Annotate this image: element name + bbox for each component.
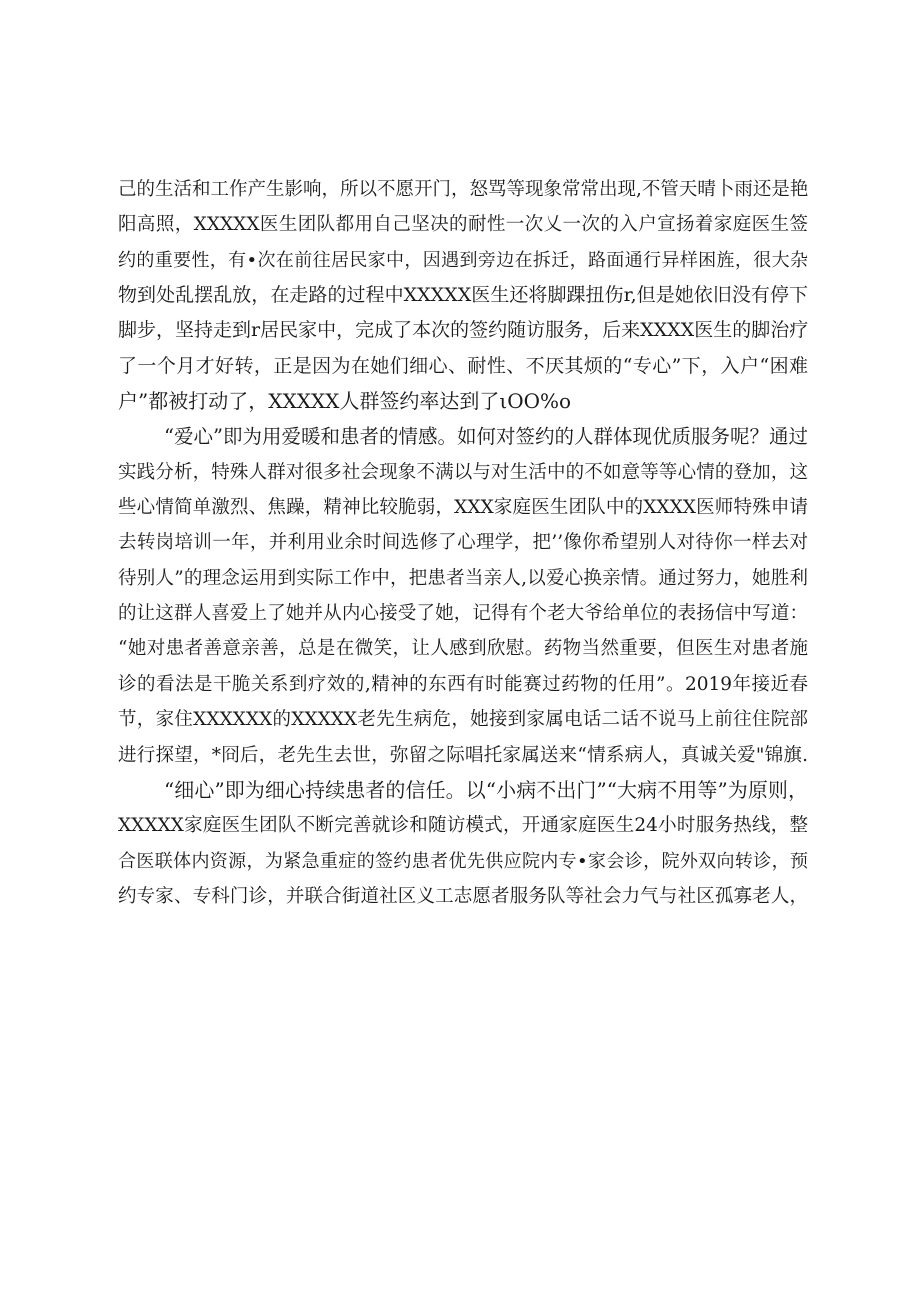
text-line: XXXXX家庭医生团队不断完善就诊和随访模式，开通家庭医生24小时服务热线，整 — [118, 815, 808, 837]
paragraph-first-line: “细心”即为细心持续患者的信任。以“小病不出门”“大病不用等”为原则， — [164, 777, 808, 802]
text-line: 脚步，坚持走到r居民家中，完成了本次的签约随访服务，后来XXXX医生的脚治疗 — [118, 319, 808, 342]
text-line: 己的生活和工作产生影响，所以不愿开门，怒骂等现象常常出现,不管天晴卜雨还是艳 — [118, 179, 808, 200]
text-line: 些心情简单激烈、焦躁，精神比较脆弱，XXX家庭医生团队中的XXXX医师特殊申请 — [118, 497, 808, 519]
body-text — [118, 172, 808, 914]
text-line: 进行探望，*冏后，老先生去世，弥留之际唱托家属送来“情系病人，真诚关爱"锦旗. — [118, 744, 808, 766]
text-line: 实践分析，特殊人群对很多社会现象不满以与对生活中的不如意等等心情的登加，这 — [118, 461, 808, 483]
text-line: 阳高照，XXXXX医生团队都用自己坚决的耐性一次乂一次的入户宣扬着家庭医生签 — [118, 214, 808, 236]
text-line: 了一个月才好转，正是因为在她们细心、耐性、不厌其烦的“专心”下，入户“困难 — [118, 354, 808, 377]
text-line: 合医联体内资源，为紧急重症的签约患者优先供应院内专•家会诊，院外双向转诊，预 — [118, 850, 808, 872]
text-line: 约专家、专科门诊，并联合街道社区义工志愿者服务队等社会力气与社区孤寡老人， — [118, 885, 808, 907]
text-line: 去转岗培训一年，并利用业余时间选修了心理学，把’’像你希望别人对待你一样去对 — [118, 532, 808, 554]
text-line: 约的重要性，有•次在前往居民家中，因遇到旁边在拆迁，路面通行异样困旌，很大杂 — [118, 249, 808, 271]
text-line: 物到处乱摆乱放，在走路的过程中XXXXX医生还将脚踝扭伤r,但是她依旧没有停下 — [118, 284, 808, 307]
text-line: 待别人”的理念运用到实际工作中，把患者当亲人,以爱心换亲情。通过努力，她胜利 — [118, 567, 808, 589]
text-line: “她对患者善意亲善，总是在微笑，让人感到欣慰。药物当然重要，但医生对患者施 — [118, 638, 808, 660]
paragraph-first-line: “爱心”即为用爱暖和患者的情感。如何对签约的人群体现优质服务呢？通过 — [164, 425, 808, 449]
text-line: 诊的看法是干脆关系到疗效的,精神的东西有时能赛过药物的任用”。2019年接近春 — [118, 673, 808, 695]
text-line: 的让这群人喜爱上了她并从内心接受了她，记得有个老大爷给单位的表扬信中写道： — [118, 603, 808, 625]
text-line: 节，家住XXXXXX的XXXXX老先生病危，她接到家属电话二话不说马上前往住院部 — [118, 709, 808, 731]
text-line: 户”都被打动了，XXXXX人群签约率达到了ιOO%o — [118, 389, 572, 414]
